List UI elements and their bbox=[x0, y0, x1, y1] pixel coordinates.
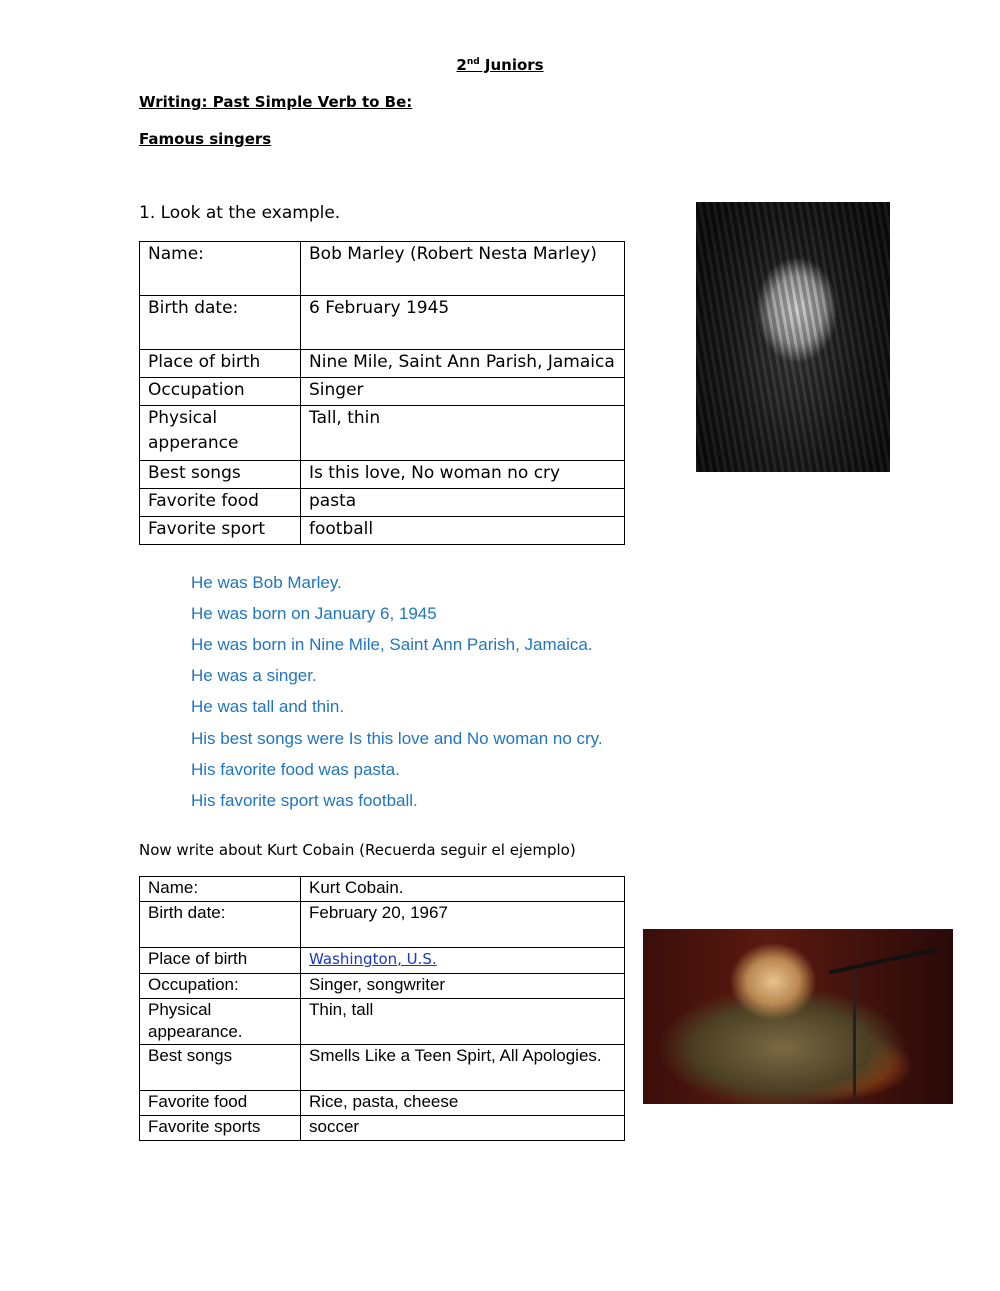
example-sentence: He was born in Nine Mile, Saint Ann Parish, Jamaica. bbox=[191, 635, 593, 654]
example-sentence: His favorite sport was football. bbox=[191, 791, 418, 810]
row-label: Birth date: bbox=[140, 902, 301, 948]
table-row bbox=[140, 902, 625, 948]
row-value: Tall, thin bbox=[301, 406, 625, 461]
table-row bbox=[140, 350, 625, 378]
table-row bbox=[140, 489, 625, 517]
row-label: Best songs bbox=[140, 461, 301, 489]
table-row bbox=[140, 242, 625, 296]
table-row bbox=[140, 461, 625, 489]
example-sentence: His best songs were Is this love and No woman no cry. bbox=[191, 729, 603, 748]
row-label: Place of birth bbox=[140, 350, 301, 378]
row-value: 6 February 1945 bbox=[301, 296, 625, 350]
task-instruction: Now write about Kurt Cobain (Recuerda seguir el ejemplo) bbox=[139, 841, 576, 859]
task-table bbox=[139, 876, 625, 1141]
row-label: Best songs bbox=[140, 1045, 301, 1091]
table-row bbox=[140, 406, 625, 461]
row-label: Physical appearance. bbox=[140, 999, 301, 1045]
row-label: Favorite sport bbox=[140, 517, 301, 545]
row-value[interactable]: Smells Like a Teen Spirt, All Apologies. bbox=[301, 1045, 625, 1091]
row-label: Physical apperance bbox=[140, 406, 301, 461]
row-value: football bbox=[301, 517, 625, 545]
table-row bbox=[140, 974, 625, 999]
kurt-cobain-photo bbox=[643, 929, 953, 1104]
bob-marley-photo bbox=[696, 202, 890, 472]
topic-heading: Famous singers bbox=[139, 130, 272, 148]
row-value[interactable]: Thin, tall bbox=[301, 999, 625, 1045]
table-row bbox=[140, 948, 625, 974]
example-sentence: He was tall and thin. bbox=[191, 697, 345, 716]
page-title: 2nd Juniors bbox=[456, 56, 544, 74]
example-sentence: His favorite food was pasta. bbox=[191, 760, 400, 779]
example-sentence: He was a singer. bbox=[191, 666, 317, 685]
row-label: Place of birth bbox=[140, 948, 301, 974]
row-value: Bob Marley (Robert Nesta Marley) bbox=[301, 242, 625, 296]
table-row bbox=[140, 999, 625, 1045]
row-value[interactable]: Singer, songwriter bbox=[301, 974, 625, 999]
table-row bbox=[140, 517, 625, 545]
example-instruction: 1. Look at the example. bbox=[139, 203, 341, 223]
example-sentence: He was born on January 6, 1945 bbox=[191, 604, 437, 623]
row-value[interactable]: February 20, 1967 bbox=[301, 902, 625, 948]
row-value: Singer bbox=[301, 378, 625, 406]
row-label: Occupation bbox=[140, 378, 301, 406]
row-value[interactable]: Kurt Cobain. bbox=[301, 877, 625, 902]
example-sentence: He was Bob Marley. bbox=[191, 573, 342, 592]
table-row bbox=[140, 296, 625, 350]
table-row bbox=[140, 877, 625, 902]
example-table bbox=[139, 241, 625, 545]
row-value: Is this love, No woman no cry bbox=[301, 461, 625, 489]
row-label: Favorite food bbox=[140, 489, 301, 517]
row-value bbox=[301, 948, 625, 974]
row-value: pasta bbox=[301, 489, 625, 517]
row-label: Name: bbox=[140, 877, 301, 902]
row-label: Occupation: bbox=[140, 974, 301, 999]
table-row bbox=[140, 378, 625, 406]
table-row bbox=[140, 1045, 625, 1091]
washington-link[interactable]: Washington, U.S. bbox=[309, 950, 437, 968]
row-label: Favorite sports bbox=[140, 1116, 301, 1141]
row-value[interactable]: Rice, pasta, cheese bbox=[301, 1091, 625, 1116]
row-label: Birth date: bbox=[140, 296, 301, 350]
row-value: Nine Mile, Saint Ann Parish, Jamaica bbox=[301, 350, 625, 378]
row-label: Name: bbox=[140, 242, 301, 296]
table-row bbox=[140, 1091, 625, 1116]
table-row bbox=[140, 1116, 625, 1141]
row-value[interactable]: soccer bbox=[301, 1116, 625, 1141]
row-label: Favorite food bbox=[140, 1091, 301, 1116]
writing-heading: Writing: Past Simple Verb to Be: bbox=[139, 93, 413, 111]
